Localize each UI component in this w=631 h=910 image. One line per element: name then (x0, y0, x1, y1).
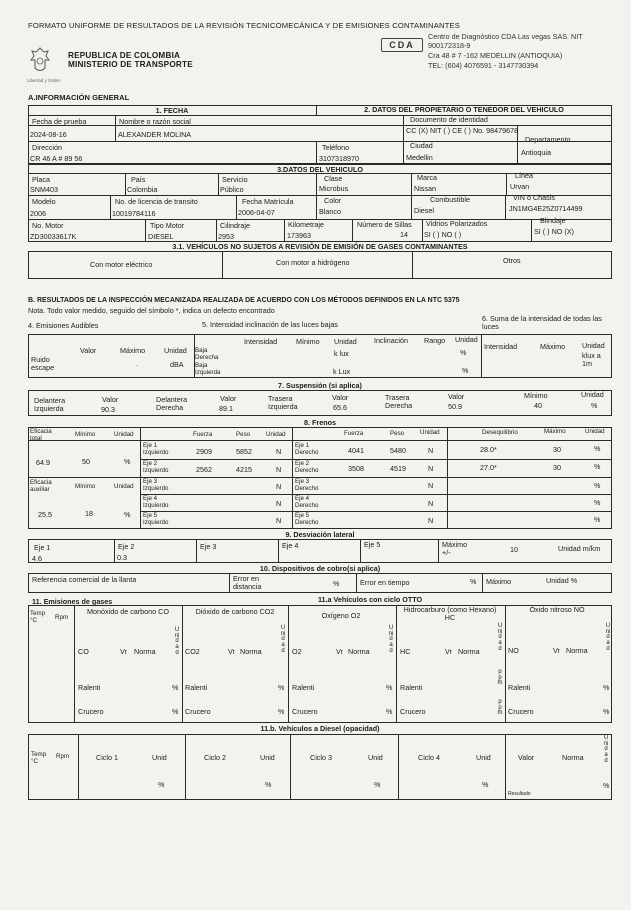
linea-value: Urvan (510, 182, 530, 191)
desequilibrio-eje1-unit: % (594, 444, 601, 453)
frenos-unidad-header-right: Unidad (420, 429, 440, 436)
otto-no-crucero: Crucero (508, 707, 534, 716)
suma-unidad-header: Unidad (582, 341, 605, 350)
pais-value: Colombia (127, 185, 158, 194)
eje3-der-label: Eje 3 Derecho (295, 478, 319, 492)
susp-del-der-value: 89.1 (219, 404, 233, 413)
eficacia-aux-min: 18 (85, 509, 93, 518)
otto-title: 11.a Vehículos con ciclo OTTO (317, 595, 423, 604)
tipo-motor-label: Tipo Motor (150, 221, 185, 230)
otto-o2-unit-vertical: Unidad (388, 625, 394, 654)
desviacion-title: 9. Desviación lateral (285, 530, 355, 539)
owner-section-title: 2. DATOS DEL PROPIETARIO O TENEDOR DEL VEHICULO (364, 105, 564, 114)
documento-value: CC (X) NIT ( ) CE ( ) No. 98479678 (406, 126, 519, 135)
eje2-izq-fuerza: 2562 (196, 465, 212, 474)
eje5-der-label: Eje 5 Derecho (295, 512, 319, 526)
susp-tras-izq-value: 65.6 (333, 403, 347, 412)
blindaje-value: SI ( ) NO (X) (534, 227, 574, 236)
desv-eje3-label: Eje 3 (200, 542, 217, 551)
audible-unidad-header: Unidad (164, 346, 187, 355)
suma-intensidad-header: Intensidad (484, 342, 518, 351)
diesel-ciclo1-unid: Unid (152, 753, 167, 762)
susp-minimo-value: 40 (534, 401, 542, 410)
cda-nit: 900172318-9 (428, 41, 471, 50)
documento-label: Documento de identidad (410, 115, 488, 124)
luces-intensidad-header: Intensidad (244, 337, 278, 346)
desv-unidad-label: Unidad m/km (558, 544, 601, 553)
susp-tras-der-value: 50.9 (448, 402, 462, 411)
kilometraje-value: 173963 (287, 231, 311, 240)
otros-label: Otros (503, 256, 521, 265)
otto-hc-vr: Vr (445, 647, 452, 656)
desequilibrio-eje1-value: 28.0* (480, 445, 497, 454)
otto-no-header: Óxido nitroso NO (529, 605, 585, 614)
otto-hc-label: HC (400, 647, 411, 656)
suma-luces-title: 6. Suma de la intensidad de todas las luces (482, 314, 602, 331)
color-value: Blanco (319, 207, 341, 216)
otto-hc-header: Hidrocarburo (como Hexano) HC (403, 605, 497, 622)
otto-co-vr: Vr (120, 647, 127, 656)
otto-rpm-label: Rpm (55, 614, 69, 621)
clase-value: Microbus (319, 184, 349, 193)
desv-eje4-label: Eje 4 (282, 541, 299, 550)
susp-unit-value: % (591, 401, 598, 410)
logo-motto: Libertad y Orden (27, 78, 61, 83)
frenos-title: 8. Frenos (304, 418, 336, 427)
section-b-title: B. RESULTADOS DE LA INSPECCIÓN MECANIZADA REALIZADA DE ACUERDO CON LOS MÉTODOS DEFINIDOS EN LA NTC 5375 (28, 297, 460, 304)
fecha-prueba-label: Fecha de prueba (32, 117, 87, 126)
diesel-unit-vertical: Unidad (603, 735, 609, 764)
desequilibrio-eje2-max: 30 (553, 463, 561, 472)
linea-label: Línea (515, 171, 533, 180)
ciudad-label: Ciudad (410, 141, 433, 150)
eje2-der-label: Eje 2 Derecho (295, 460, 319, 474)
motor-label: No. Motor (32, 221, 64, 230)
eficacia-total-min: 50 (82, 457, 90, 466)
eficacia-aux-label: Eficacia auxiliar (30, 479, 52, 493)
otto-co-crucero-unit: % (172, 707, 179, 716)
vehicle-section-title: 3.DATOS DEL VEHICULO (277, 165, 363, 174)
desv-eje1-label: Eje 1 (34, 543, 51, 552)
desv-eje1-value: 4.6 (32, 554, 42, 563)
nombre-value: ALEXANDER MOLINA (118, 130, 192, 139)
susp-valor-header-2: Valor (220, 394, 237, 403)
eje1-izq-unit: N (276, 447, 282, 456)
color-label: Color (324, 196, 342, 205)
eficacia-total-label: Eficacia total (30, 428, 52, 442)
otto-o2-crucero-unit: % (386, 707, 393, 716)
nombre-label: Nombre o razón social (119, 117, 191, 126)
otto-no-crucero-unit: % (603, 707, 610, 716)
eje3-der-unit: N (428, 481, 434, 490)
otto-hc-unit-vertical: Unidad (497, 623, 503, 652)
otto-no-label: NO (508, 646, 519, 655)
otto-co-norma: Norma (134, 647, 156, 656)
eje2-izq-peso: 4215 (236, 465, 252, 474)
suspension-title: 7. Suspensión (si aplica) (278, 381, 362, 390)
eje4-izq-label: Eje 4 Izquierdo (143, 495, 169, 509)
modelo-value: 2006 (30, 209, 46, 218)
susp-valor-header-4: Valor (448, 392, 465, 401)
otto-co2-norma: Norma (240, 647, 262, 656)
otto-hc-ppm-vertical-1: ppm (497, 669, 503, 687)
emisiones-title: 11. Emisiones de gases (32, 597, 113, 606)
vidrios-value: SI ( ) NO ( ) (424, 230, 462, 239)
frenos-peso-header-left: Peso (236, 431, 251, 438)
dispositivos-maximo-label: Máximo (486, 577, 512, 586)
cda-logo-text: CDA (389, 40, 415, 50)
eje1-der-unit: N (428, 446, 434, 455)
luz-der-unit: k lux (334, 349, 349, 358)
audibles-luces-table (28, 334, 612, 378)
sillas-value: 14 (400, 230, 408, 239)
matricula-value: 2006-04-07 (238, 208, 275, 217)
frenos-aux-unidad-header: Unidad (114, 483, 134, 490)
colombia-coat-of-arms-icon (28, 46, 52, 76)
vin-value: JN1MG4E25Z0714499 (509, 204, 583, 213)
diesel-ciclo1-unit: % (158, 780, 165, 789)
otto-table (28, 605, 612, 723)
susp-minimo-header: Mínimo (524, 391, 548, 400)
eje2-der-fuerza: 3508 (348, 464, 364, 473)
eje1-izq-label: Eje 1 Izquierdo (143, 442, 169, 456)
desv-eje2-value: 0.3 (117, 553, 127, 562)
diesel-unit-pct: % (603, 781, 610, 790)
eje5-der-unit: N (428, 516, 434, 525)
susp-del-der-label: Delantera Derecha (156, 395, 188, 412)
otto-no-vr: Vr (553, 646, 560, 655)
cilindraje-value: 2953 (218, 232, 234, 241)
luz-izq-pct: % (462, 366, 469, 375)
desequilibrio-eje4-unit: % (594, 498, 601, 507)
otto-o2-norma: Norma (348, 647, 370, 656)
audible-maximo-header: Máximo (120, 346, 146, 355)
otto-co2-unit-vertical: Unidad (280, 625, 286, 654)
desequilibrio-header: Desequilibrio (482, 429, 518, 436)
otto-no-ralenti-unit: % (603, 683, 610, 692)
servicio-label: Servicio (222, 175, 248, 184)
cda-phone: TEL: (604) 4076591 - 3147730394 (428, 61, 539, 70)
luces-minimo-header: Mínimo (296, 337, 320, 346)
otto-co-unit-vertical: Unidad (174, 627, 180, 656)
section-b-note: Nota. Todo valor medido, seguido del símbolo *, indica un defecto encontrado (28, 306, 275, 315)
licencia-value: 10019784116 (112, 209, 156, 218)
otto-co2-label: CO2 (185, 647, 200, 656)
no-sujetos-title: 3.1. VEHÍCULOS NO SUJETOS A REVISIÓN DE EMISIÓN DE GASES CONTAMINANTES (172, 242, 468, 251)
otto-o2-label: O2 (292, 647, 302, 656)
suma-maximo-header: Máximo (540, 342, 566, 351)
luces-inclinacion-header: Inclinación (374, 336, 408, 345)
diesel-ciclo4-unit: % (482, 780, 489, 789)
eficacia-aux-unit: % (124, 510, 131, 519)
otto-co2-ralenti: Ralenti (185, 683, 208, 692)
diesel-title: 11.b. Vehículos a Diesel (opacidad) (260, 724, 380, 733)
baja-derecha-label: Baja Derecha (195, 347, 219, 361)
otto-o2-ralenti: Ralenti (292, 683, 315, 692)
eje4-der-label: Eje 4 Derecho (295, 495, 319, 509)
diesel-valor-label: Valor (518, 753, 535, 762)
vin-label: VIN o Chasis (513, 193, 555, 202)
dispositivos-title: 10. Dispositivos de cobro(si aplica) (259, 564, 381, 573)
republic-label: REPUBLICA DE COLOMBIA (68, 51, 181, 60)
frenos-unidad-header-left: Unidad (266, 431, 286, 438)
diesel-ciclo4-unid: Unid (476, 753, 491, 762)
ruido-unit: dBA (170, 360, 184, 369)
diesel-ciclo4-label: Ciclo 4 (418, 753, 440, 762)
eje4-izq-unit: N (276, 499, 282, 508)
marca-label: Marca (417, 173, 437, 182)
audible-valor-header: Valor (80, 346, 97, 355)
otto-co-ralenti: Ralenti (78, 683, 101, 692)
otto-co2-vr: Vr (228, 647, 235, 656)
baja-izquierda-label: Baja Izquierda (195, 362, 221, 376)
section-a-title: A.INFORMACIÓN GENERAL (28, 93, 130, 102)
combustible-value: Diesel (414, 206, 434, 215)
susp-valor-header-1: Valor (102, 395, 119, 404)
frenos-fuerza-header-left: Fuerza (193, 431, 213, 438)
blindaje-label: Blindaje (540, 216, 566, 225)
direccion-label: Dirección (32, 143, 62, 152)
dispositivos-unidad-label: Unidad % (546, 576, 578, 585)
otto-no-unit-vertical: Unidad (605, 623, 611, 652)
eje4-der-unit: N (428, 499, 434, 508)
frenos-peso-header-right: Peso (390, 430, 405, 437)
luces-title: 5. Intensidad inclinación de las luces bajas (202, 320, 338, 329)
diesel-ciclo2-label: Ciclo 2 (204, 753, 226, 762)
licencia-label: No. de licencia de transito (115, 197, 198, 206)
eje1-der-fuerza: 4041 (348, 446, 364, 455)
otto-hc-ralenti: Ralenti (400, 683, 423, 692)
susp-valor-header-3: Valor (332, 393, 349, 402)
departamento-label: Departamento (525, 135, 571, 144)
fecha-prueba-value: 2024-08-16 (30, 130, 67, 139)
luces-unidad2-header: Unidad (455, 335, 478, 344)
cda-logo (381, 38, 423, 52)
eje1-izq-peso: 5852 (236, 447, 252, 456)
eficacia-aux-value: 25.5 (38, 510, 52, 519)
diesel-ciclo3-unit: % (374, 780, 381, 789)
desequilibrio-maximo-header: Máximo (544, 428, 566, 435)
otto-hc-crucero: Crucero (400, 707, 426, 716)
fecha-section-title: 1. FECHA (155, 106, 189, 115)
otto-co2-ralenti-unit: % (278, 683, 285, 692)
vidrios-label: Vidrios Polarizados (426, 219, 488, 228)
luces-unidad-header: Unidad (334, 337, 357, 346)
tipo-motor-value: DIESEL (148, 232, 174, 241)
eje3-izq-label: Eje 3 Izquierdo (143, 478, 169, 492)
eje1-izq-fuerza: 2909 (196, 447, 212, 456)
desv-maximo-value: 10 (510, 545, 518, 554)
eje1-der-label: Eje 1 Derecho (295, 442, 319, 456)
diesel-ciclo1-label: Ciclo 1 (96, 753, 118, 762)
susp-unidad-header: Unidad (581, 390, 604, 399)
diesel-ciclo3-unid: Unid (368, 753, 383, 762)
otto-o2-vr: Vr (336, 647, 343, 656)
otto-o2-header: Oxígeno O2 (321, 611, 361, 620)
eje1-der-peso: 5480 (390, 446, 406, 455)
error-tiempo-label: Error en tiempo (360, 578, 410, 587)
luz-der-pct: % (460, 348, 467, 357)
servicio-value: Público (220, 185, 244, 194)
desequilibrio-eje2-value: 27.0* (480, 463, 497, 472)
frenos-aux-minimo-header: Mínimo (75, 483, 96, 490)
motor-electrico-label: Con motor eléctrico (90, 260, 153, 269)
desviacion-table (28, 539, 612, 563)
emisiones-audibles-title: 4. Emisiones Audibles (28, 321, 99, 330)
cda-name: Centro de Diagnóstico CDA Las vegas SAS. NIT (428, 32, 583, 41)
otto-no-ralenti: Ralenti (508, 683, 531, 692)
departamento-value: Antioquia (521, 148, 551, 157)
combustible-label: Combustible (430, 195, 470, 204)
diesel-norma-label: Norma (562, 753, 584, 762)
otto-no-norma: Norma (566, 646, 588, 655)
clase-label: Clase (324, 174, 343, 183)
eje2-izq-label: Eje 2 Izquierdo (143, 460, 169, 474)
referencia-llanta-label: Referencia comercial de la llanta (32, 575, 137, 584)
diesel-rpm-label: Rpm (56, 753, 70, 760)
cda-address: Cra 48 # 7 -162 MEDELLIN (ANTIOQUIA) (428, 51, 563, 60)
susp-del-izq-label: Delantera Izquierda (34, 396, 66, 413)
motor-hidrogeno-label: Con motor a hidrógeno (276, 258, 350, 267)
pais-label: País (131, 175, 146, 184)
telefono-value: 3107318970 (319, 154, 359, 163)
desequilibrio-eje3-unit: % (594, 481, 601, 490)
eje5-izq-unit: N (276, 516, 282, 525)
placa-label: Placa (32, 175, 50, 184)
susp-tras-der-label: Trasera Derecha (385, 393, 413, 410)
susp-tras-izq-label: Trasera Izquierda (268, 394, 298, 411)
matricula-label: Fecha Matrícula (242, 197, 294, 206)
diesel-temp-label: Temp °C (31, 751, 47, 765)
error-distancia-label: Error en distancia (233, 574, 262, 591)
desv-maximo-label: Máximo +/- (442, 540, 468, 557)
diesel-ciclo2-unit: % (265, 780, 272, 789)
kilometraje-label: Kilometraje (288, 220, 324, 229)
susp-del-izq-value: 90.3 (101, 405, 115, 414)
ruido-escape-label: Ruido escape (31, 355, 55, 372)
frenos-unidad-header: Unidad (114, 431, 134, 438)
suma-unit: klux a 1m (582, 351, 601, 368)
otto-co-label: CO (78, 647, 89, 656)
ruido-max-value: . (136, 359, 138, 368)
eje5-izq-label: Eje 5 Izquierdo (143, 512, 169, 526)
placa-value: SNM403 (30, 185, 58, 194)
otto-co-crucero: Crucero (78, 707, 104, 716)
eficacia-total-unit: % (124, 457, 131, 466)
desv-eje5-label: Eje 5 (364, 540, 381, 549)
frenos-fuerza-header-right: Fuerza (344, 430, 364, 437)
telefono-label: Teléfono (322, 143, 350, 152)
error-distancia-unit: % (333, 579, 340, 588)
ministry-label: MINISTERIO DE TRANSPORTE (68, 60, 193, 69)
form-title: FORMATO UNIFORME DE RESULTADOS DE LA REVISIÓN TECNICOMECÁNICA Y DE EMISIONES CONTAMINANTES (28, 21, 461, 30)
luz-izq-unit: k Lux (333, 367, 351, 376)
otto-hc-ppm-vertical-2: ppm (497, 699, 503, 717)
eje2-izq-unit: N (276, 465, 282, 474)
otto-o2-crucero: Crucero (292, 707, 318, 716)
eficacia-total-value: 64.9 (36, 458, 50, 467)
eje2-der-peso: 4519 (390, 464, 406, 473)
desequilibrio-eje1-max: 30 (553, 445, 561, 454)
otto-o2-ralenti-unit: % (386, 683, 393, 692)
otto-hc-norma: Norma (458, 647, 480, 656)
error-tiempo-unit: % (470, 577, 477, 586)
motor-value: ZD30033617K (30, 232, 77, 241)
otto-co-ralenti-unit: % (172, 683, 179, 692)
sillas-label: Número de Sillas (357, 220, 412, 229)
direccion-value: CR 46 A # 89 56 (30, 154, 83, 163)
diesel-ciclo3-label: Ciclo 3 (310, 753, 332, 762)
ciudad-value: Medellin (406, 153, 433, 162)
otto-co2-crucero: Crucero (185, 707, 211, 716)
eje2-der-unit: N (428, 464, 434, 473)
diesel-resultado-label: Resultado (508, 791, 531, 797)
luces-rango-header: Rango (424, 336, 446, 345)
otto-co2-crucero-unit: % (278, 707, 285, 716)
desequilibrio-eje2-unit: % (594, 462, 601, 471)
otto-co-header: Monóxido de carbono CO (87, 607, 169, 616)
desv-eje2-label: Eje 2 (118, 542, 135, 551)
diesel-ciclo2-unid: Unid (260, 753, 275, 762)
eje3-izq-unit: N (276, 482, 282, 491)
desequilibrio-eje5-unit: % (594, 515, 601, 524)
modelo-label: Modelo (32, 197, 56, 206)
otto-temp-label: Temp °C (30, 610, 46, 624)
desequilibrio-unidad-header: Unidad (585, 428, 605, 435)
otto-co2-header: Dióxido de carbono CO2 (195, 607, 275, 616)
cilindraje-label: Cilindraje (220, 221, 250, 230)
marca-value: Nissan (414, 184, 436, 193)
frenos-minimo-header: Mínimo (75, 431, 96, 438)
